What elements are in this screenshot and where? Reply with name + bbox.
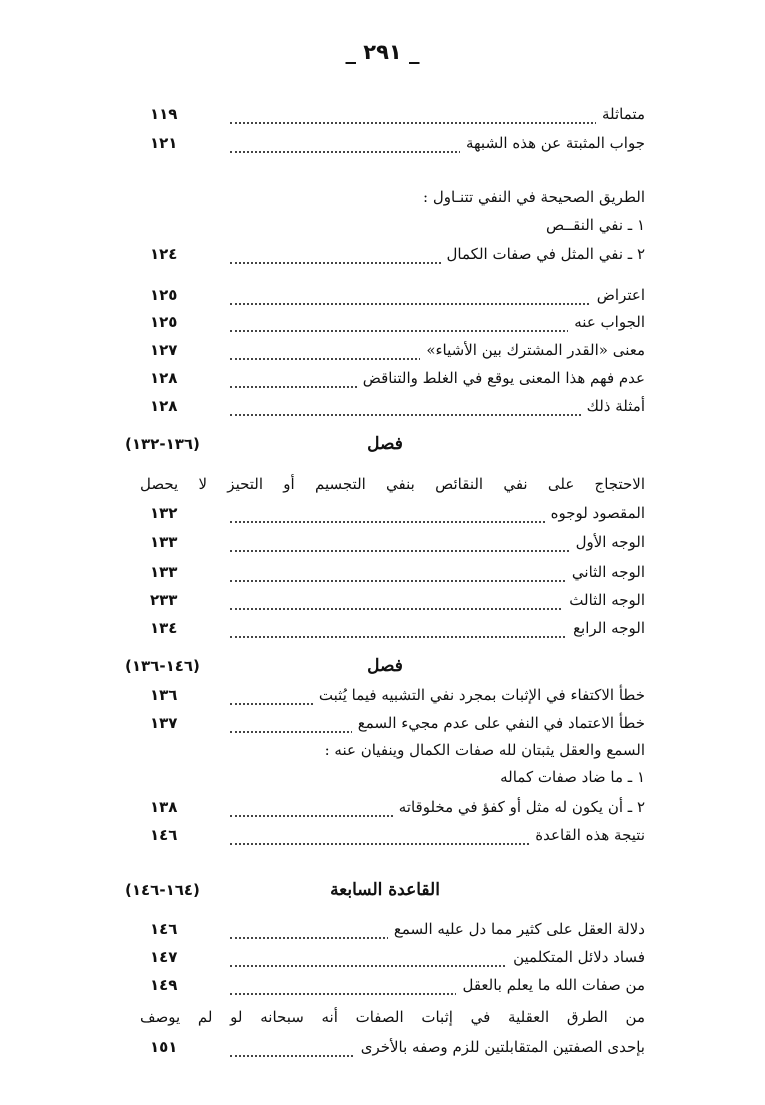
entry-page: ١٣٣ xyxy=(150,563,178,581)
toc-text-line: ١ ـ ما ضاد صفات كماله xyxy=(500,768,645,786)
entry-title: الوجه الأول xyxy=(570,530,645,554)
toc-entry xyxy=(150,501,645,525)
entry-page: ١٢١ xyxy=(150,134,178,152)
section-heading xyxy=(125,430,645,458)
entry-title: عدم فهم هذا المعنى يوقع في الغلط والتناقض xyxy=(357,366,645,390)
section-heading xyxy=(125,652,645,680)
toc-entry xyxy=(150,366,645,390)
section-page-range: (١٦٤-١٤٦) xyxy=(125,881,200,899)
toc-entry xyxy=(150,394,645,418)
toc-entry xyxy=(150,795,645,819)
toc-text-line: الاحتجاج على نفي النقائص بنفي التجسيم أو التحيز لا يحصل xyxy=(140,475,645,493)
toc-entry xyxy=(150,530,645,554)
entry-title: اعتراض xyxy=(591,283,645,307)
toc-text-line: ١ ـ نفي النقــص xyxy=(545,216,645,234)
section-page-range: (١٣٦-١٣٢) xyxy=(125,435,200,453)
toc-entry xyxy=(150,711,645,735)
section-title: فصل xyxy=(367,656,403,676)
section-heading xyxy=(125,876,645,904)
toc-entry xyxy=(150,131,645,155)
entry-title: نتيجة هذه القاعدة xyxy=(529,823,645,847)
entry-page: ١٢٨ xyxy=(150,397,178,415)
toc-entry xyxy=(150,560,645,584)
section-title: فصل xyxy=(367,434,403,454)
toc-entry xyxy=(150,917,645,941)
toc-entry xyxy=(150,945,645,969)
entry-page: ١٤٩ xyxy=(150,976,178,994)
entry-title: متماثلة xyxy=(596,102,645,126)
entry-title: خطأ الاعتماد في النفي على عدم مجيء السمع xyxy=(352,711,645,735)
toc-entry xyxy=(150,102,645,126)
section-title: القاعدة السابعة xyxy=(330,880,440,900)
toc-entry xyxy=(150,283,645,307)
entry-title: من صفات الله ما يعلم بالعقل xyxy=(456,973,645,997)
entry-page: ١٤٧ xyxy=(150,948,178,966)
entry-title: بإحدى الصفتين المتقابلتين للزم وصفه بالأخرى xyxy=(355,1035,645,1059)
entry-title: أمثلة ذلك xyxy=(581,394,645,418)
entry-page: ١٣٧ xyxy=(150,714,178,732)
toc-entry xyxy=(150,588,645,612)
entry-title: الوجه الثاني xyxy=(566,560,645,584)
toc-entry xyxy=(150,338,645,362)
entry-page: ١٣٨ xyxy=(150,798,178,816)
page-number: _ ٢٩١ _ xyxy=(345,40,420,64)
entry-page: ١٢٨ xyxy=(150,369,178,387)
entry-title: الوجه الرابع xyxy=(567,616,645,640)
entry-page: ١١٩ xyxy=(150,105,178,123)
entry-title: جواب المثبتة عن هذه الشبهة xyxy=(460,131,645,155)
toc-text-line: من الطرق العقلية في إثبات الصفات أنه سبحانه لو لم يوصف xyxy=(140,1008,645,1026)
entry-title: ٢ ـ نفي المثل في صفات الكمال xyxy=(441,242,645,266)
entry-page: ١٣٣ xyxy=(150,533,178,551)
entry-title: فساد دلائل المتكلمين xyxy=(507,945,645,969)
entry-title: الوجه الثالث xyxy=(563,588,645,612)
entry-page: ١٤٦ xyxy=(150,826,178,844)
toc-entry xyxy=(150,973,645,997)
toc-entry xyxy=(150,1035,645,1059)
toc-text-line: السمع والعقل يثبتان لله صفات الكمال وينفيان عنه : xyxy=(324,741,645,759)
entry-page: ١٣٦ xyxy=(150,686,178,704)
toc-entry xyxy=(150,242,645,266)
entry-title: دلالة العقل على كثير مما دل عليه السمع xyxy=(388,917,645,941)
toc-entry xyxy=(150,683,645,707)
toc-text-line: الطريق الصحيحة في النفي تتنـاول : xyxy=(423,188,645,206)
entry-title: معنى «القدر المشترك بين الأشياء» xyxy=(420,338,645,362)
entry-page: ١٣٤ xyxy=(150,619,178,637)
dot-leader xyxy=(230,102,645,124)
entry-page: ٢٣٣ xyxy=(150,591,178,609)
toc-entry xyxy=(150,823,645,847)
toc-entry xyxy=(150,616,645,640)
dot-leader xyxy=(230,283,645,305)
entry-title: الجواب عنه xyxy=(568,310,645,334)
entry-title: خطأ الاكتفاء في الإثبات بمجرد نفي التشبيه فيما يُثبت xyxy=(313,683,645,707)
entry-page: ١٢٤ xyxy=(150,245,178,263)
entry-page: ١٢٥ xyxy=(150,286,178,304)
entry-page: ١٣٢ xyxy=(150,504,178,522)
entry-page: ١٥١ xyxy=(150,1038,178,1056)
toc-entry xyxy=(150,310,645,334)
section-page-range: (١٤٦-١٣٦) xyxy=(125,657,200,675)
entry-page: ١٤٦ xyxy=(150,920,178,938)
entry-title: المقصود لوجوه xyxy=(545,501,645,525)
entry-page: ١٢٥ xyxy=(150,313,178,331)
entry-title: ٢ ـ أن يكون له مثل أو كفؤ في مخلوقاته xyxy=(393,795,645,819)
entry-page: ١٢٧ xyxy=(150,341,178,359)
